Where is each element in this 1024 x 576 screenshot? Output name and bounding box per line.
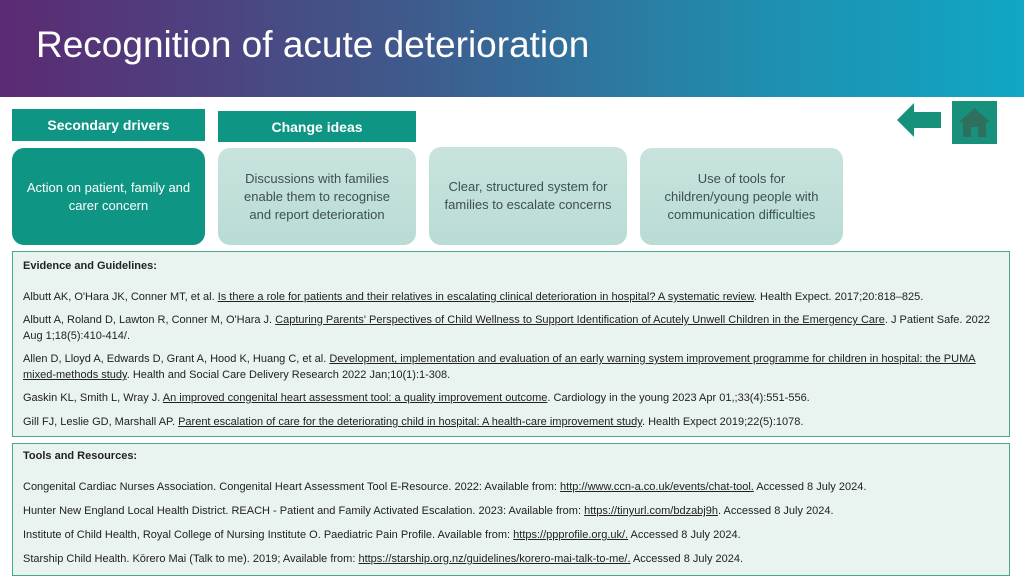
reference-item: Albutt A, Roland D, Lawton R, Conner M, O'Hara J. Capturing Parents' Perspectives of Child Wellness to Support Identification of Acutely Unwell Children in the Emergency Care. J Patient Safe. 2022 Aug 1;18(5):410-414/. <box>23 314 991 342</box>
reference-link[interactable]: Parent escalation of care for the deteriorating child in hospital: A health-care improvement study <box>178 416 642 428</box>
resource-item: Congenital Cardiac Nurses Association. Congenital Heart Assessment Tool E-Resource. 2022: Available from: http://www.ccn-a.co.uk/events/chat-tool. Accessed 8 July 2024. <box>23 481 867 493</box>
reference-item: Allen D, Lloyd A, Edwards D, Grant A, Hood K, Huang C, et al. Development, implementation and evaluation of an early warning system improvement programme for children in hospital: the PUMA mixed-methods study. Health and Social Care Delivery Research 2022 Jan;10(1):1-308. <box>23 353 976 381</box>
resource-link[interactable]: https://ppprofile.org.uk/. <box>513 529 629 541</box>
reference-link[interactable]: Development, implementation and evaluation of an early warning system improvement programme for children in hospital: the PUMA mixed-methods study <box>23 353 976 381</box>
page-title: Recognition of acute deterioration <box>36 24 590 65</box>
home-icon <box>952 101 997 144</box>
tab-change-ideas: Change ideas <box>218 111 416 142</box>
reference-item: Gaskin KL, Smith L, Wray J. An improved congenital heart assessment tool: a quality improvement outcome. Cardiology in the young 2023 Apr 01,;33(4):551-556. <box>23 392 810 404</box>
reference-link[interactable]: An improved congenital heart assessment tool: a quality improvement outcome <box>162 392 548 404</box>
change-idea-card: Use of tools for children/young people with communication difficulties <box>640 148 843 245</box>
resource-link[interactable]: https://tinyurl.com/bdzabj9h <box>584 505 718 517</box>
reference-link[interactable]: Capturing Parents' Perspectives of Child Wellness to Support Identification of Acutely Unwell Children in the Emergency Care <box>275 314 885 326</box>
reference-link[interactable]: Is there a role for patients and their relatives in escalating clinical deterioration in hospital? A systematic review <box>217 291 754 303</box>
tab-secondary-drivers: Secondary drivers <box>12 109 205 141</box>
home-button[interactable] <box>952 101 997 144</box>
resource-item: Starship Child Health. Kōrero Mai (Talk to me). 2019; Available from: https://starship.org.nz/guidelines/korero-mai-talk-to-me/. Accessed 8 July 2024. <box>23 553 744 565</box>
evidence-title: Evidence and Guidelines: <box>23 260 157 272</box>
change-idea-card: Clear, structured system for families to escalate concerns <box>429 147 627 245</box>
resource-link[interactable]: https://starship.org.nz/guidelines/korero-mai-talk-to-me/. <box>358 553 631 565</box>
tools-title: Tools and Resources: <box>23 450 138 462</box>
resource-item: Institute of Child Health, Royal College of Nursing Institute O. Paediatric Pain Profile. Available from: https://ppprofile.org.uk/. Accessed 8 July 2024. <box>23 529 741 541</box>
arrow-left-icon[interactable] <box>897 103 943 137</box>
tools-panel <box>12 443 1010 576</box>
driver-card: Action on patient, family and carer concern <box>12 148 205 245</box>
resource-item: Hunter New England Local Health District. REACH - Patient and Family Activated Escalation. 2023: Available from: https://tinyurl.com/bdzabj9h. Accessed 8 July 2024. <box>23 505 834 517</box>
change-idea-card: Discussions with families enable them to recognise and report deterioration <box>218 148 416 245</box>
title-banner <box>0 0 1024 97</box>
resource-link[interactable]: http://www.ccn-a.co.uk/events/chat-tool. <box>560 481 754 493</box>
reference-item: Albutt AK, O'Hara JK, Conner MT, et al. Is there a role for patients and their relatives in escalating clinical deterioration in hospital? A systematic review. Health Expect. 2017;20:818–825. <box>23 291 924 303</box>
reference-item: Gill FJ, Leslie GD, Marshall AP. Parent escalation of care for the deteriorating child in hospital: A health-care improvement study. Health Expect 2019;22(5):1078. <box>23 416 804 428</box>
evidence-panel <box>12 251 1010 437</box>
